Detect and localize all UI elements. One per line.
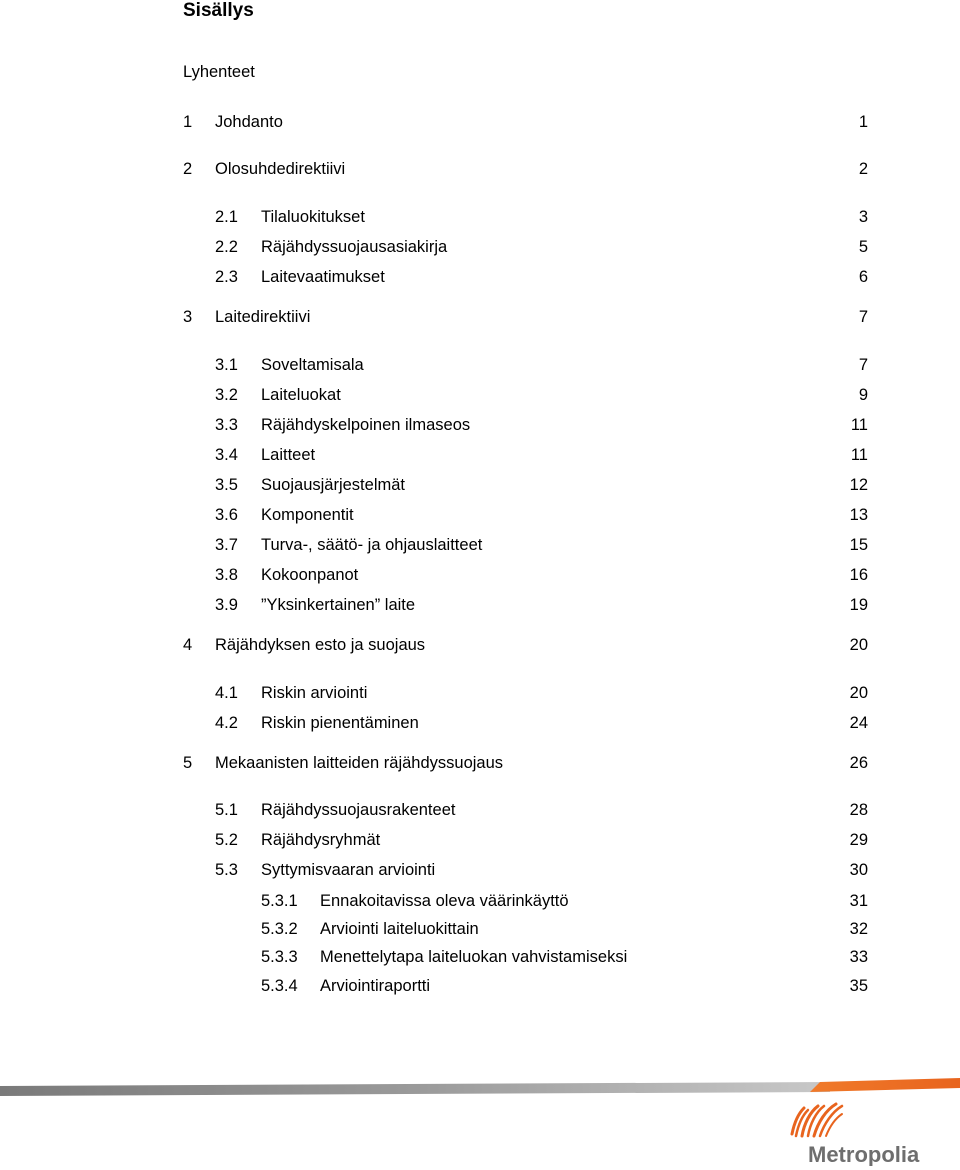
toc-entry[interactable]: [0, 564, 960, 586]
toc-entry-title: Kokoonpanot: [261, 566, 359, 584]
toc-entry-number: 4: [183, 636, 193, 654]
page-title: Sisällys: [183, 0, 254, 21]
toc-entry[interactable]: [0, 111, 960, 133]
toc-entry-number: 2: [183, 160, 193, 178]
toc-entry-number: 4.2: [215, 714, 238, 732]
toc-entry[interactable]: [0, 504, 960, 526]
toc-entry[interactable]: [0, 594, 960, 616]
toc-entry-number: 5.3.3: [261, 948, 298, 966]
toc-entry-number: 3: [183, 308, 193, 326]
toc-entry-page: 9: [858, 386, 868, 404]
toc-entry-page: 2: [858, 160, 868, 178]
toc-entry-page: 31: [849, 892, 868, 910]
toc-entry-page: 30: [849, 861, 868, 879]
toc-entry[interactable]: [0, 890, 960, 912]
toc-entry-title: Räjähdyksen esto ja suojaus: [215, 636, 426, 654]
toc-entry-title: Johdanto: [215, 113, 283, 131]
toc-entry-number: 3.7: [215, 536, 238, 554]
toc-entry-page: 13: [849, 506, 868, 524]
toc-entry[interactable]: [0, 444, 960, 466]
toc-entry-title: Turva-, säätö- ja ohjauslaitteet: [261, 536, 483, 554]
toc-entry-number: 3.6: [215, 506, 238, 524]
toc-entry-page: 12: [849, 476, 868, 494]
toc-entry-number: 2.1: [215, 208, 238, 226]
toc-entry-page: 6: [858, 268, 868, 286]
toc-entry-title: Laiteluokat: [261, 386, 341, 404]
toc-entry[interactable]: [0, 206, 960, 228]
toc-entry-page: 11: [850, 446, 868, 464]
toc-entry-page: 7: [858, 356, 868, 374]
toc-entry-page: 28: [849, 801, 868, 819]
toc-entry[interactable]: [0, 474, 960, 496]
metropolia-logo-icon: [792, 1104, 842, 1136]
toc-entry-title: Riskin pienentäminen: [261, 714, 419, 732]
toc-entry[interactable]: [0, 752, 960, 774]
toc-entry[interactable]: [0, 384, 960, 406]
toc-entry-title: Räjähdysryhmät: [261, 831, 381, 849]
toc-entry[interactable]: [0, 682, 960, 704]
toc-entry-page: 11: [850, 416, 868, 434]
toc-entry-number: 5: [183, 754, 193, 772]
toc-entry[interactable]: [0, 306, 960, 328]
toc-entry[interactable]: [0, 829, 960, 851]
toc-entry[interactable]: [0, 859, 960, 881]
toc-entry[interactable]: [0, 946, 960, 968]
toc-entry-number: 2.2: [215, 238, 238, 256]
toc-entry[interactable]: [0, 414, 960, 436]
toc-entry-number: 5.3.4: [261, 977, 298, 995]
footer-band: [0, 1078, 960, 1098]
toc-entry-number: 1: [183, 113, 193, 131]
toc-entry[interactable]: [0, 634, 960, 656]
toc-entry-number: 5.1: [215, 801, 238, 819]
toc-entry[interactable]: [0, 158, 960, 180]
toc-entry-number: 3.1: [215, 356, 238, 374]
toc-entry-number: 4.1: [215, 684, 238, 702]
toc-entry-title: Laitevaatimukset: [261, 268, 385, 286]
toc-entry-page: 24: [849, 714, 868, 732]
toc-entry-number: 2.3: [215, 268, 238, 286]
toc-entry-page: 29: [849, 831, 868, 849]
svg-text:Metropolia: Metropolia: [808, 1142, 920, 1166]
toc-entry-title: Lyhenteet: [183, 63, 255, 81]
toc-entry-title: Suojausjärjestelmät: [261, 476, 405, 494]
toc-entry-title: Olosuhdedirektiivi: [215, 160, 346, 178]
toc-entry-page: 33: [849, 948, 868, 966]
toc-entry[interactable]: [0, 712, 960, 734]
toc-entry-page: 20: [849, 684, 868, 702]
toc-entry-page: 19: [849, 596, 868, 614]
toc-entry-title: Tilaluokitukset: [261, 208, 365, 226]
toc-entry[interactable]: [0, 975, 960, 997]
toc-entry-number: 5.3: [215, 861, 238, 879]
toc-entry-number: 5.3.1: [261, 892, 298, 910]
toc-entry-page: 5: [858, 238, 868, 256]
toc-entry-title: Syttymisvaaran arviointi: [261, 861, 436, 879]
toc-entry-title: Laitedirektiivi: [215, 308, 311, 326]
toc-entry-title: Räjähdyssuojausrakenteet: [261, 801, 456, 819]
toc-entry-page: 3: [858, 208, 868, 226]
toc-entry-number: 3.8: [215, 566, 238, 584]
toc-entry-page: 1: [858, 113, 868, 131]
toc-entry-page: 15: [849, 536, 868, 554]
toc-entry-number: 3.5: [215, 476, 238, 494]
toc-entry-title: Räjähdyssuojausasiakirja: [261, 238, 448, 256]
toc-entry-number: 3.9: [215, 596, 238, 614]
toc-entry-page: 32: [849, 920, 868, 938]
toc-entry-title: Riskin arviointi: [261, 684, 368, 702]
toc-entry[interactable]: [0, 266, 960, 288]
metropolia-logo: [786, 1100, 926, 1166]
toc-entry-title: ”Yksinkertainen” laite: [261, 596, 416, 614]
toc-entry-page: 26: [849, 754, 868, 772]
toc-entry[interactable]: [0, 354, 960, 376]
toc-entry-number: 5.2: [215, 831, 238, 849]
toc-entry-number: 3.4: [215, 446, 238, 464]
toc-entry-page: 20: [849, 636, 868, 654]
toc-entry-number: 5.3.2: [261, 920, 298, 938]
toc-entry-title: Komponentit: [261, 506, 354, 524]
toc-entry-number: 3.3: [215, 416, 238, 434]
toc-entry-title: Menettelytapa laiteluokan vahvistamiseksi: [320, 948, 628, 966]
toc-entry[interactable]: [0, 61, 960, 83]
toc-entry[interactable]: [0, 236, 960, 258]
toc-entry[interactable]: [0, 918, 960, 940]
toc-entry-page: 7: [858, 308, 868, 326]
toc-entry-title: Laitteet: [261, 446, 316, 464]
toc-entry[interactable]: [0, 799, 960, 821]
toc-entry-page: 35: [849, 977, 868, 995]
toc-entry-page: 16: [849, 566, 868, 584]
toc-entry-title: Arviointi laiteluokittain: [320, 920, 479, 938]
toc-entry-title: Ennakoitavissa oleva väärinkäyttö: [320, 892, 569, 910]
toc-entry-title: Räjähdyskelpoinen ilmaseos: [261, 416, 471, 434]
toc-entry-title: Mekaanisten laitteiden räjähdyssuojaus: [215, 754, 504, 772]
toc-entry[interactable]: [0, 534, 960, 556]
toc-entry-title: Soveltamisala: [261, 356, 364, 374]
toc-entry-title: Arviointiraportti: [320, 977, 431, 995]
toc-entry-number: 3.2: [215, 386, 238, 404]
